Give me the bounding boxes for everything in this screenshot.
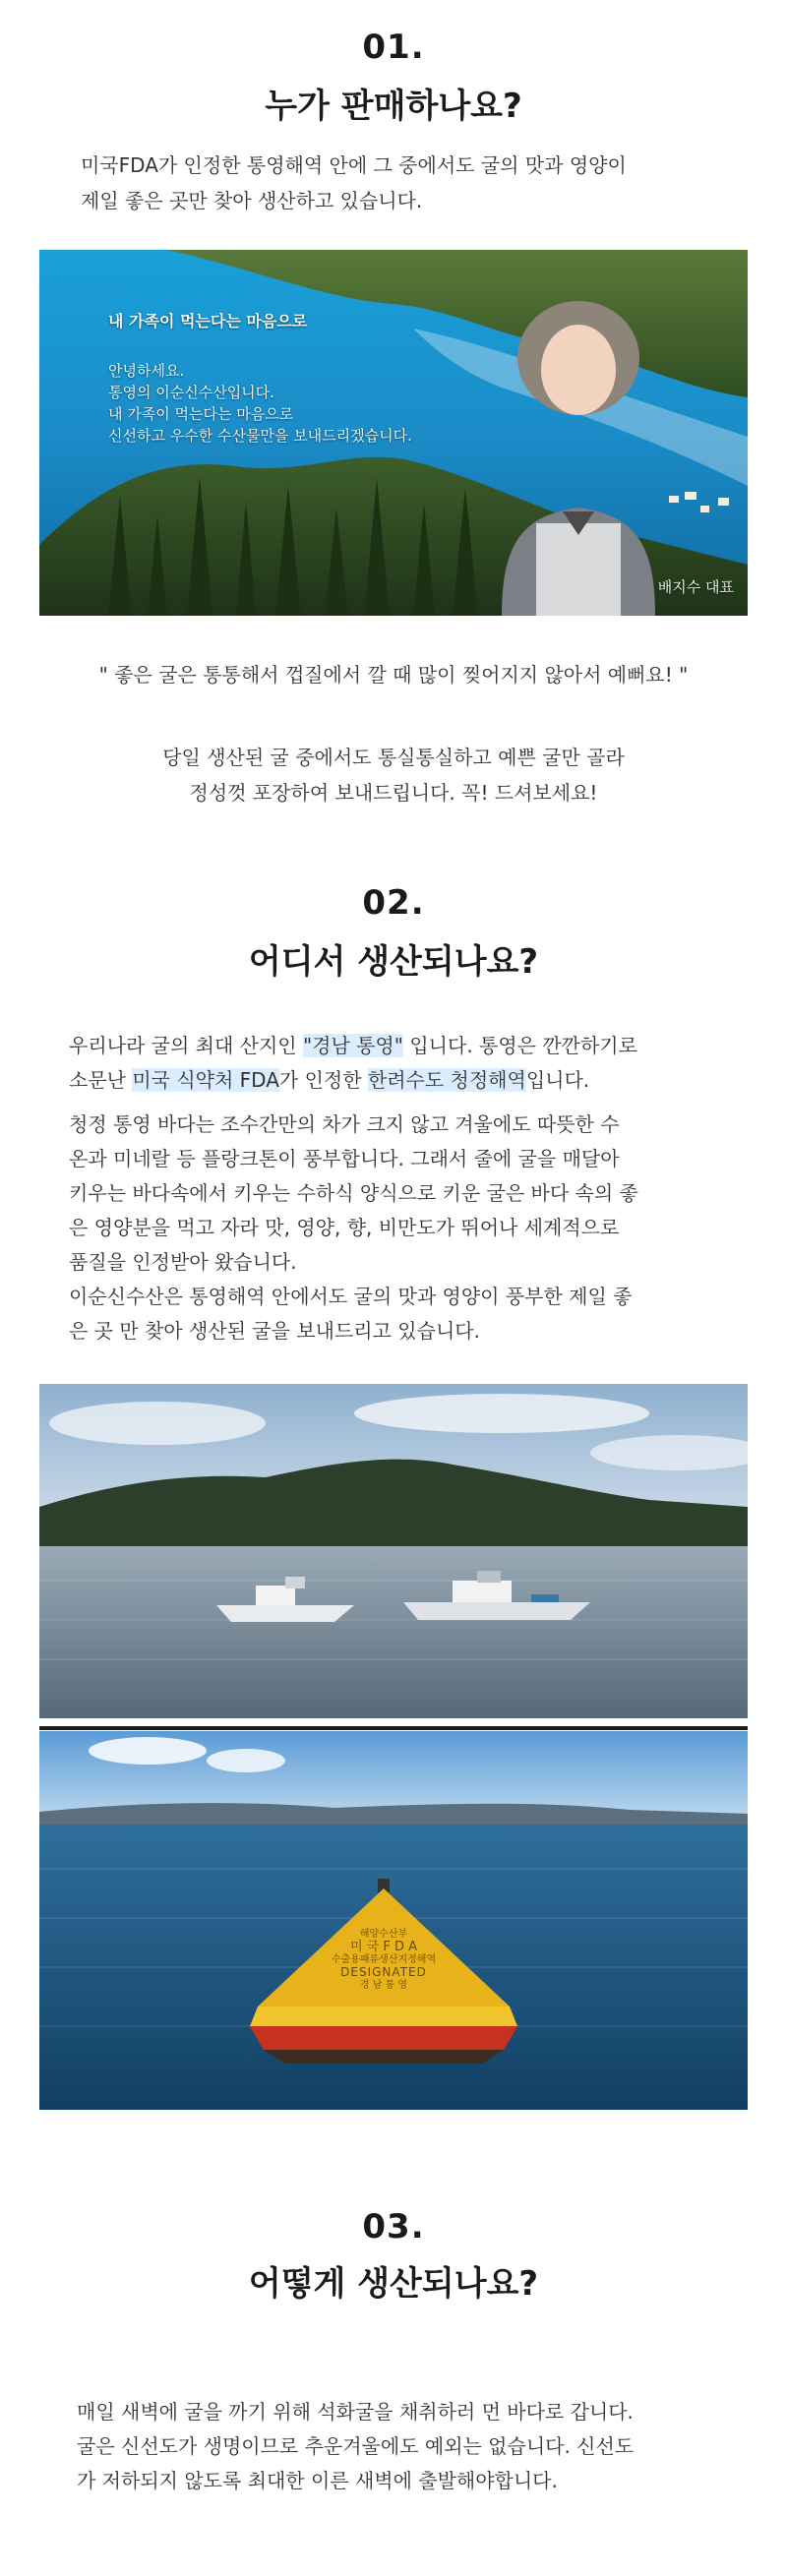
buoy-text-line: 경 남 통 영 <box>359 1980 408 1991</box>
origin-line-1 <box>69 1029 728 1063</box>
banner-greeting <box>108 360 412 447</box>
buoy-text-line: 미 국 F D A <box>349 1940 418 1954</box>
origin-text-b: 입니다. 통영은 깐깐하기로 <box>403 1034 637 1057</box>
highlight-fda: 미국 식약처 FDA <box>132 1068 279 1092</box>
origin-text-a: 우리나라 굴의 최대 산지인 <box>69 1034 303 1057</box>
banner-line-3: 내 가족이 먹는다는 마음으로 <box>108 405 294 423</box>
section-2-title: 어디서 생산되나요? <box>248 942 539 982</box>
process-line: 매일 새벽에 굴을 까기 위해 석화굴을 채취하러 먼 바다로 갑니다. <box>77 2400 634 2424</box>
process-line: 가 저하되지 않도록 최대한 이른 새벽에 출발해야합니다. <box>77 2469 558 2492</box>
section-1-closing <box>0 740 787 810</box>
section-1-intro <box>81 148 726 218</box>
buoy-label <box>315 1928 453 1992</box>
intro-line-2: 제일 좋은 곳만 찾아 생산하고 있습니다. <box>81 189 423 212</box>
section-2-number: 02. <box>362 883 425 923</box>
banner-line-2: 통영의 이순신수산입니다. <box>108 384 274 401</box>
section-2-paragraph-2 <box>69 1108 728 1348</box>
closing-line-1: 당일 생산된 굴 중에서도 통실통실하고 예쁜 굴만 골라 <box>162 746 625 769</box>
highlight-gyeongnam-tongyeong: "경남 통영" <box>302 1034 403 1057</box>
closing-line-2: 정성껏 포장하여 보내드립니다. 꼭! 드셔보세요! <box>189 781 598 805</box>
origin-text-e: 입니다. <box>525 1068 590 1092</box>
photo-divider <box>39 1726 748 1730</box>
section-1-title: 누가 판매하나요? <box>265 87 522 126</box>
ceo-banner-image <box>39 250 748 616</box>
process-line: 굴은 신선도가 생명이므로 추운겨울에도 예외는 없습니다. 신선도 <box>77 2434 635 2458</box>
banner-line-4: 신선하고 우수한 수산물만을 보내드리겠습니다. <box>108 427 412 445</box>
section-2-paragraph-1 <box>69 1029 728 1098</box>
banner-signature: 배지수 대표 <box>657 578 734 596</box>
buoy-text-line: 해양수산부 <box>359 1929 408 1940</box>
banner-headline: 내 가족이 먹는다는 마음으로 <box>108 312 308 330</box>
section-1-quote: " 좋은 굴은 통통해서 껍질에서 깔 때 많이 찢어지지 않아서 예뻐요! " <box>98 663 689 687</box>
buoy-photo <box>39 1731 748 2110</box>
sea-line: 이순신수산은 통영해역 안에서도 굴의 맛과 영양이 풍부한 제일 좋 <box>69 1285 633 1308</box>
section-3-number: 03. <box>362 2207 425 2247</box>
section-3-paragraph <box>77 2395 726 2498</box>
sea-line: 키우는 바다속에서 키우는 수하식 양식으로 키운 굴은 바다 속의 좋 <box>69 1181 638 1205</box>
banner-line-1: 안녕하세요. <box>108 362 185 380</box>
intro-line-1: 미국FDA가 인정한 통영해역 안에 그 중에서도 굴의 맛과 영양이 <box>81 153 627 177</box>
sea-line: 품질을 인정받아 왔습니다. <box>69 1250 297 1274</box>
origin-line-2 <box>69 1063 728 1098</box>
buoy-text-line: 수출용패류생산지정해역 <box>331 1954 437 1965</box>
fishing-boats-illustration <box>39 1384 748 1718</box>
sea-line: 은 영양분을 먹고 자라 맛, 영양, 향, 비만도가 뛰어나 세계적으로 <box>69 1216 620 1239</box>
fda-buoy-illustration <box>39 1731 748 2110</box>
boats-photo <box>39 1384 748 1718</box>
origin-text-c: 소문난 <box>69 1068 133 1092</box>
section-1-number: 01. <box>362 28 425 67</box>
highlight-hallyeosudo: 한려수도 청정해역 <box>367 1068 526 1092</box>
sea-line: 은 곳 만 찾아 생산된 굴을 보내드리고 있습니다. <box>69 1319 480 1343</box>
buoy-text-line: DESIGNATED <box>340 1965 427 1979</box>
sea-line: 온과 미네랄 등 플랑크톤이 풍부합니다. 그래서 줄에 굴을 매달아 <box>69 1147 620 1170</box>
sea-line: 청정 통영 바다는 조수간만의 차가 크지 않고 겨울에도 따뜻한 수 <box>69 1112 620 1136</box>
origin-text-d: 가 인정한 <box>278 1068 368 1092</box>
section-3-title: 어떻게 생산되나요? <box>248 2264 539 2304</box>
